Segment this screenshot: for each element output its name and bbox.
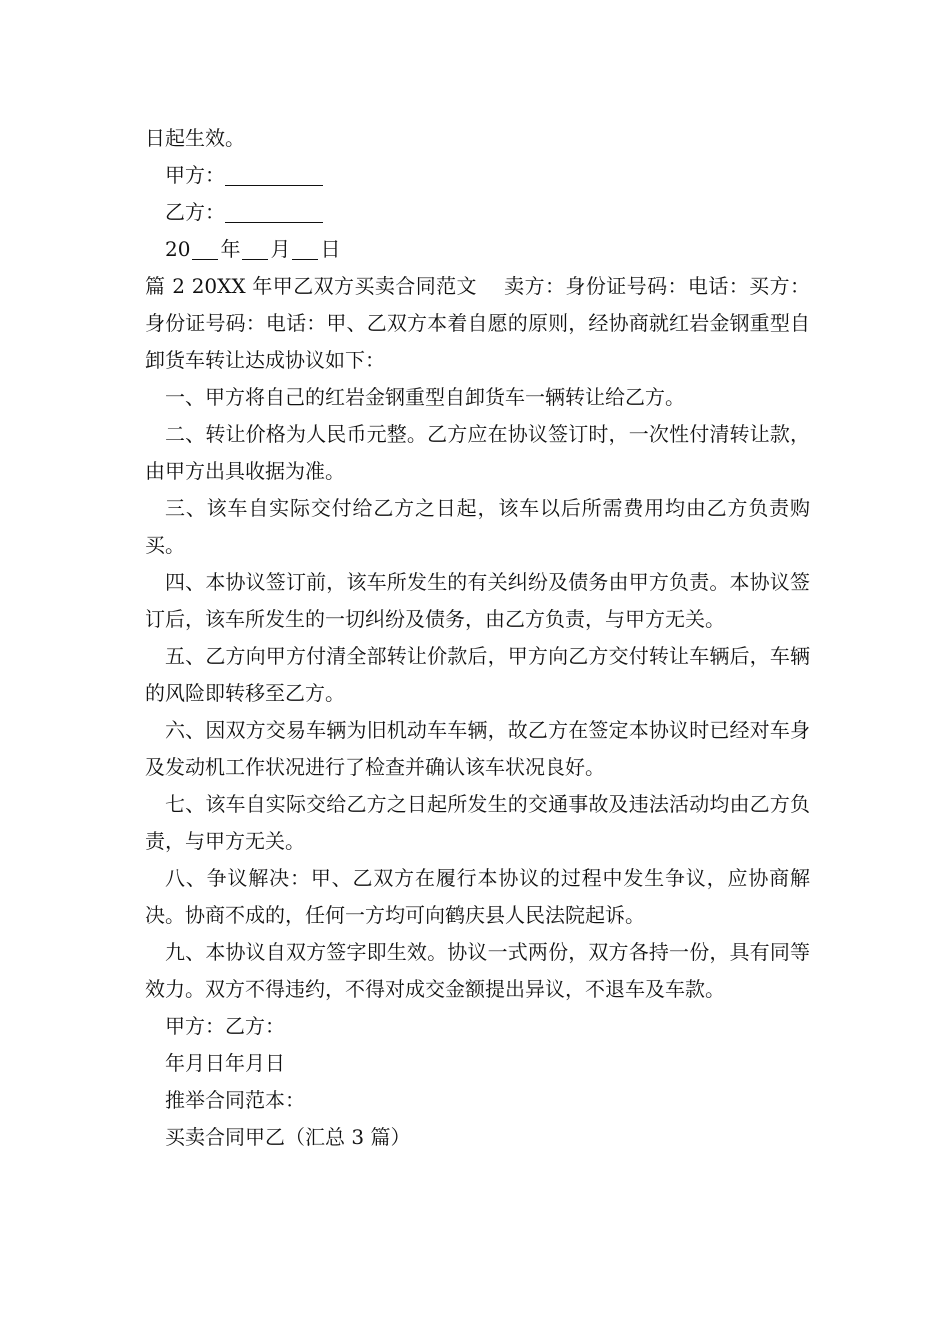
contract-heading: 篇 2 20XX 年甲乙双方买卖合同范文 卖方：身份证号码：电话：买方：身份证号码：电话：甲、乙双方本着自愿的原则，经协商就红岩金钢重型自卸货车转让达成协议如下： <box>145 274 810 372</box>
clause-4: 四、本协议签订前，该车所发生的有关纠纷及债务由甲方负责。本协议签订后，该车所发生的一切纠纷及债务，由乙方负责，与甲方无关。 <box>145 570 810 631</box>
signature-line: 甲方：乙方： <box>165 1014 285 1038</box>
date-prefix: 20 <box>165 237 191 261</box>
party-a-blank <box>225 163 323 186</box>
clause-7: 七、该车自实际交给乙方之日起所发生的交通事故及违法活动均由乙方负责，与甲方无关。 <box>145 792 810 853</box>
clause-3: 三、该车自实际交付给乙方之日起，该车以后所需费用均由乙方负责购买。 <box>145 496 810 557</box>
recommend-link[interactable]: 买卖合同甲乙（汇总 3 篇） <box>165 1125 411 1149</box>
document-page <box>145 120 810 1156</box>
party-a-signature <box>145 157 810 194</box>
clause-5: 五、乙方向甲方付清全部转让价款后，甲方向乙方交付转让车辆后，车辆的风险即转移至乙方。 <box>145 644 810 705</box>
party-b-signature <box>145 194 810 231</box>
party-b-blank <box>225 200 323 223</box>
recommend-label: 推举合同范本： <box>165 1088 305 1112</box>
date-fill-line <box>145 231 810 268</box>
date-year-label: 年 <box>220 237 241 261</box>
year-blank <box>192 237 218 260</box>
clause-2: 二、转让价格为人民币元整。乙方应在协议签订时，一次性付清转让款，由甲方出具收据为准。 <box>145 422 810 483</box>
date-line: 年月日年月日 <box>165 1051 285 1075</box>
clause-1: 一、甲方将自己的红岩金钢重型自卸货车一辆转让给乙方。 <box>165 385 685 409</box>
date-month-label: 月 <box>270 237 291 261</box>
party-b-label: 乙方： <box>165 200 225 224</box>
clause-6: 六、因双方交易车辆为旧机动车车辆，故乙方在签定本协议时已经对车身及发动机工作状况进行了检查并确认该车状况良好。 <box>145 718 810 779</box>
clause-9: 九、本协议自双方签字即生效。协议一式两份，双方各持一份，具有同等效力。双方不得违约，不得对成交金额提出异议，不退车及车款。 <box>145 940 810 1001</box>
month-blank <box>242 237 268 260</box>
effective-line: 日起生效。 <box>145 126 245 150</box>
day-blank <box>292 237 318 260</box>
clause-8: 八、争议解决：甲、乙双方在履行本协议的过程中发生争议，应协商解决。协商不成的，任何一方均可向鹤庆县人民法院起诉。 <box>145 866 810 927</box>
date-day-label: 日 <box>320 237 341 261</box>
party-a-label: 甲方： <box>165 163 225 187</box>
